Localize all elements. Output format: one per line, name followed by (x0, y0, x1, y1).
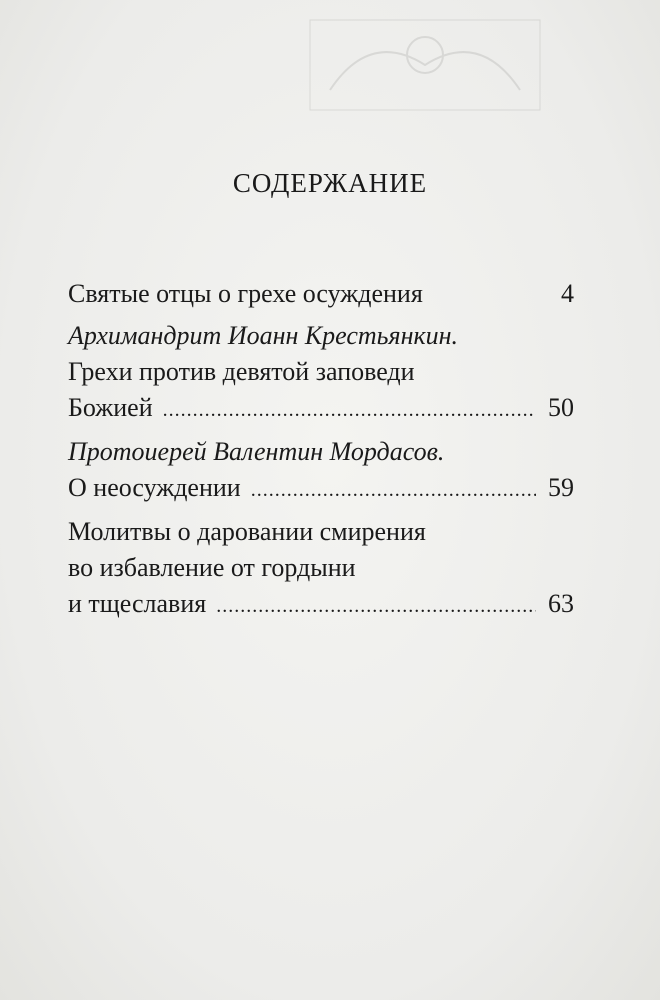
toc-page-number: 59 (548, 473, 574, 502)
toc-entry-title: Святые отцы о грехе осуждения (68, 279, 423, 308)
toc-entry-title: и тщеславия (68, 589, 207, 618)
toc-entry-title: Божией (68, 393, 153, 422)
toc-entry (68, 514, 574, 624)
dot-leader (163, 392, 536, 428)
toc-entry-author: Архимандрит Иоанн Крестьянкин. (68, 321, 459, 350)
toc-entry (68, 318, 574, 428)
toc-entry-author: Протоиерей Валентин Мордасов. (68, 437, 445, 466)
toc-page-number: 4 (561, 279, 574, 308)
toc-entry-title: Молитвы о даровании смирения (68, 517, 426, 546)
toc-line (68, 276, 574, 312)
toc-entry (68, 434, 574, 508)
table-of-contents (68, 276, 574, 624)
bleed-through-ornament (300, 10, 550, 120)
page-title: СОДЕРЖАНИЕ (232, 168, 428, 198)
toc-entry (68, 276, 574, 312)
toc-entry-title: во избавление от гордыни (68, 553, 356, 582)
dot-leader (251, 472, 536, 508)
toc-page-number: 50 (548, 393, 574, 422)
toc-line (68, 586, 574, 624)
toc-entry-title: О неосуждении (68, 473, 241, 502)
dot-leader (216, 588, 536, 624)
toc-line (68, 470, 574, 508)
toc-line (68, 390, 574, 428)
toc-page-number: 63 (548, 589, 574, 618)
toc-entry-title: Грехи против девятой заповеди (68, 357, 415, 386)
